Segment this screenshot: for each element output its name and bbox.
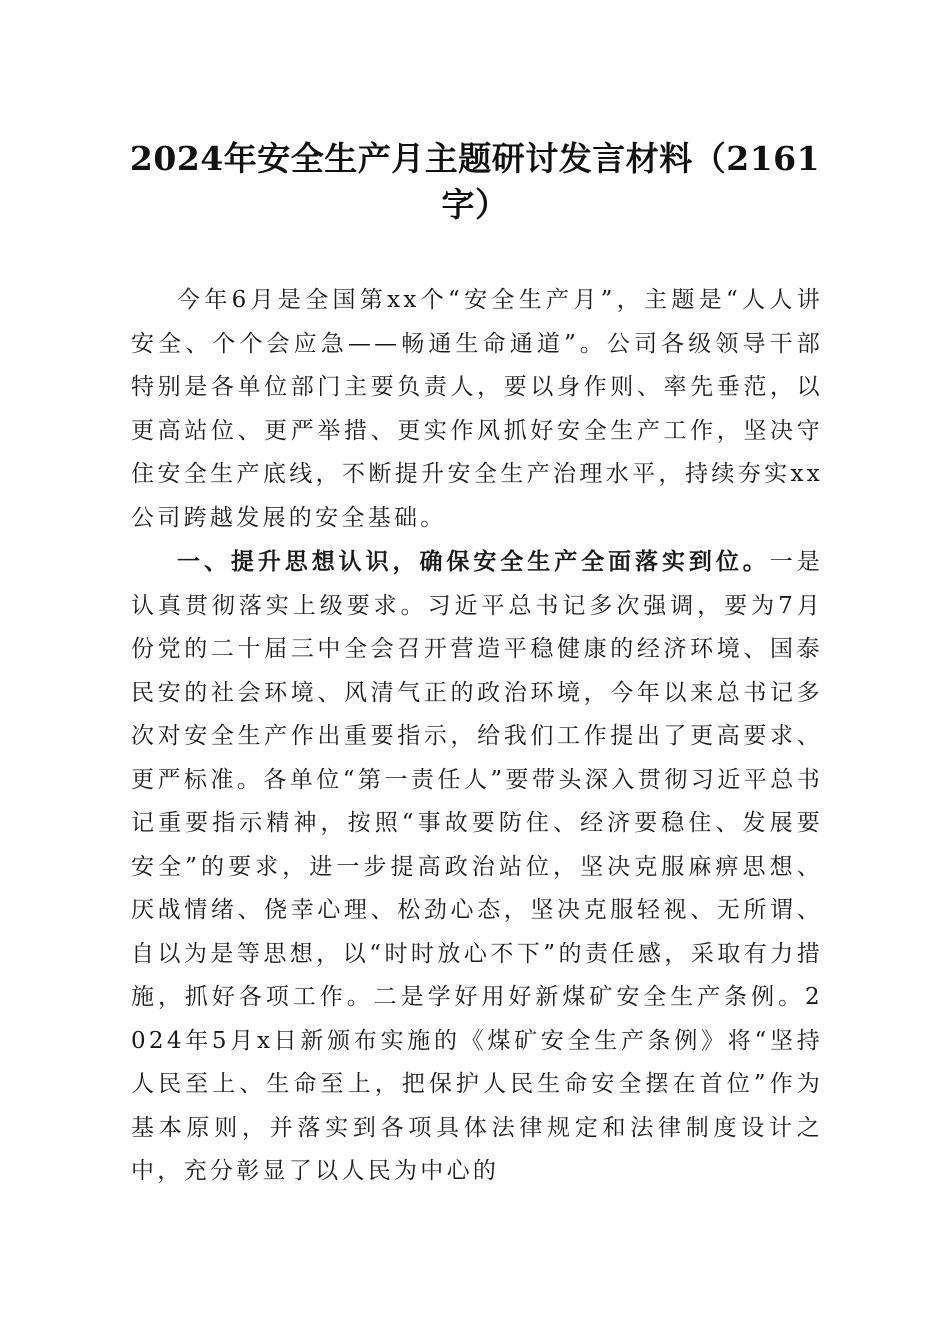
section-1-heading: 一、提升思想认识，确保安全生产全面落实到位。 [177, 548, 770, 575]
intro-paragraph: 今年6月是全国第xx个“安全生产月”，主题是“人人讲安全、个个会应急——畅通生命通道”。公司各级领导干部特别是各单位部门主要负责人，要以身作则、率先垂范，以更高站位、更严举措、更实作风抓好安全生产工作，坚决守住安全生产底线，不断提升安全生产治理水平，持续夯实xx公司跨越发展的安全基础。 [131, 287, 823, 531]
section-1-paragraph [131, 540, 823, 1194]
section-1-text: 一是认真贯彻落实上级要求。习近平总书记多次强调，要为7月份党的二十届三中全会召开营造平稳健康的经济环境、国泰民安的社会环境、风清气正的政治环境，今年以来总书记多次对安全生产作出重要指示，给我们工作提出了更高要求、更严标准。各单位“第一责任人”要带头深入贯彻习近平总书记重要指示精神，按照“事故要防住、经济要稳住、发展要安全”的要求，进一步提高政治站位，坚决克服麻痹思想、厌战情绪、侥幸心理、松劲心态，坚决克服轻视、无所谓、自以为是等思想，以“时时放心不下”的责任感，采取有力措施，抓好各项工作。二是学好用好新煤矿安全生产条例。2024年5月x日新颁布实施的《煤矿安全生产条例》将“坚持人民至上、生命至上，把保护人民生命安全摆在首位”作为基本原则，并落实到各项具体法律规定和法律制度设计之中，充分彰显了以人民为中心的 [131, 549, 823, 1184]
document-title: 2024年安全生产月主题研讨发言材料（2161字） [129, 139, 821, 224]
document-body [131, 279, 823, 1194]
